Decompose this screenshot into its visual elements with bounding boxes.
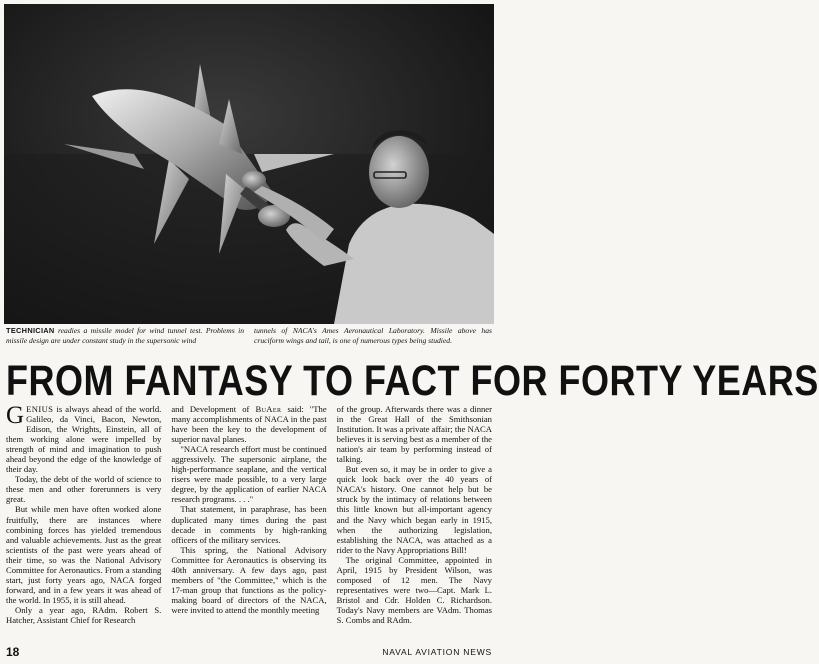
article-column-1 xyxy=(6,404,161,638)
article-body xyxy=(6,404,492,638)
bureau-abbreviation: BuAer xyxy=(255,404,282,414)
page-number: 18 xyxy=(6,645,20,659)
paragraph: "NACA research effort must be continued aggressively. The supersonic airplane, the high-performance seaplane, and the vertical risers were made possible, to a very large degree, by the application of earlier NACA research programs. . . ." xyxy=(171,444,327,505)
paragraph: But even so, it may be in order to give a quick look back over the 40 years of NACA's history. One cannot help but be struck by the intimacy of relations between this little known but all-important agency and the Navy which began early in 1915, when the authorizing legislation, establishing the NACA, was attached as a rider to the Navy Appropriations Bill! xyxy=(336,464,492,555)
paragraph: That statement, in paraphrase, has been duplicated many times during the past decade in comments by high-ranking officers of the military services. xyxy=(171,504,327,545)
paragraph xyxy=(171,404,326,444)
paragraph: This spring, the National Advisory Committee for Aeronautics is observing its 40th anniversary. A few days ago, past members of "the Committee," which is the 17-man group that functions as the policy-making board of directors of the NACA, were invited to attend the monthly meeting xyxy=(171,544,327,615)
article-column-2 xyxy=(171,404,326,638)
missile-model-photo xyxy=(4,4,494,324)
caption-lead: TECHNICIAN xyxy=(6,326,55,335)
paragraph: The original Committee, appointed in April, 1915 by President Wilson, was composed of 12 men. The Navy representatives were two—Capt. Mark L. Bristol and Cdr. Holden C. Richardson. Today's Navy members are VAdm. Thomas S. Combs and RAdm. xyxy=(336,554,492,625)
drop-cap: G xyxy=(6,402,25,429)
paragraph-text: is always ahead of the world. Galileo, da Vinci, Bacon, Newton, Edison, the Wrights, Einstein, all of them working alone were impelled by strength of mind and imagination to push ahead beyond the edge of the knowledge of their day. xyxy=(6,404,162,475)
paragraph: But while men have often worked alone fruitfully, there are instances where combining forces has yielded tremendous and valuable achievements. Just as the great scientists of the past were years ahead of their time, so was the National Advisory Committee for Aeronautics. From a standing start, just forty years ago, NACA forged forward, and in a few years it was ahead of the world. In 1955, it is still ahead. xyxy=(6,504,162,605)
paragraph-text: said: "The many accomplishments of NACA in the past have been the key to the development of superior naval planes. xyxy=(171,404,327,445)
photo-caption xyxy=(6,326,492,346)
opening-smallcaps: ENIUS xyxy=(26,404,54,414)
article-headline: FROM FANTASY TO FACT FOR FORTY YEARS xyxy=(6,355,819,405)
caption-column-1 xyxy=(6,326,244,346)
page-footer xyxy=(6,644,492,660)
paragraph: Only a year ago, RAdm. Robert S. Hatcher, Assistant Chief for Research xyxy=(6,604,162,625)
paragraph: of the group. Afterwards there was a dinner in the Great Hall of the Smithsonian Institution. It was a private affair; the NACA believes it is serving best as a member of the nation's air team by performing instead of talking. xyxy=(336,404,492,465)
paragraph xyxy=(6,404,161,474)
missile-model-technician-photo-icon xyxy=(4,4,494,324)
magazine-name: NAVAL AVIATION NEWS xyxy=(382,647,492,657)
article-column-3 xyxy=(337,404,492,638)
paragraph: Today, the debt of the world of science to these men and other forerunners is very great. xyxy=(6,474,162,505)
paragraph-text: and Development of xyxy=(171,404,256,414)
caption-text-1: readies a missile model for wind tunnel test. Problems in missile design are under constant study in the supersonic wind xyxy=(6,326,244,345)
caption-text-2: tunnels of NACA's Ames Aeronautical Laboratory. Missile above has cruciform wings and tail, is one of numerous types being studied. xyxy=(254,326,492,345)
caption-column-2 xyxy=(254,326,492,346)
